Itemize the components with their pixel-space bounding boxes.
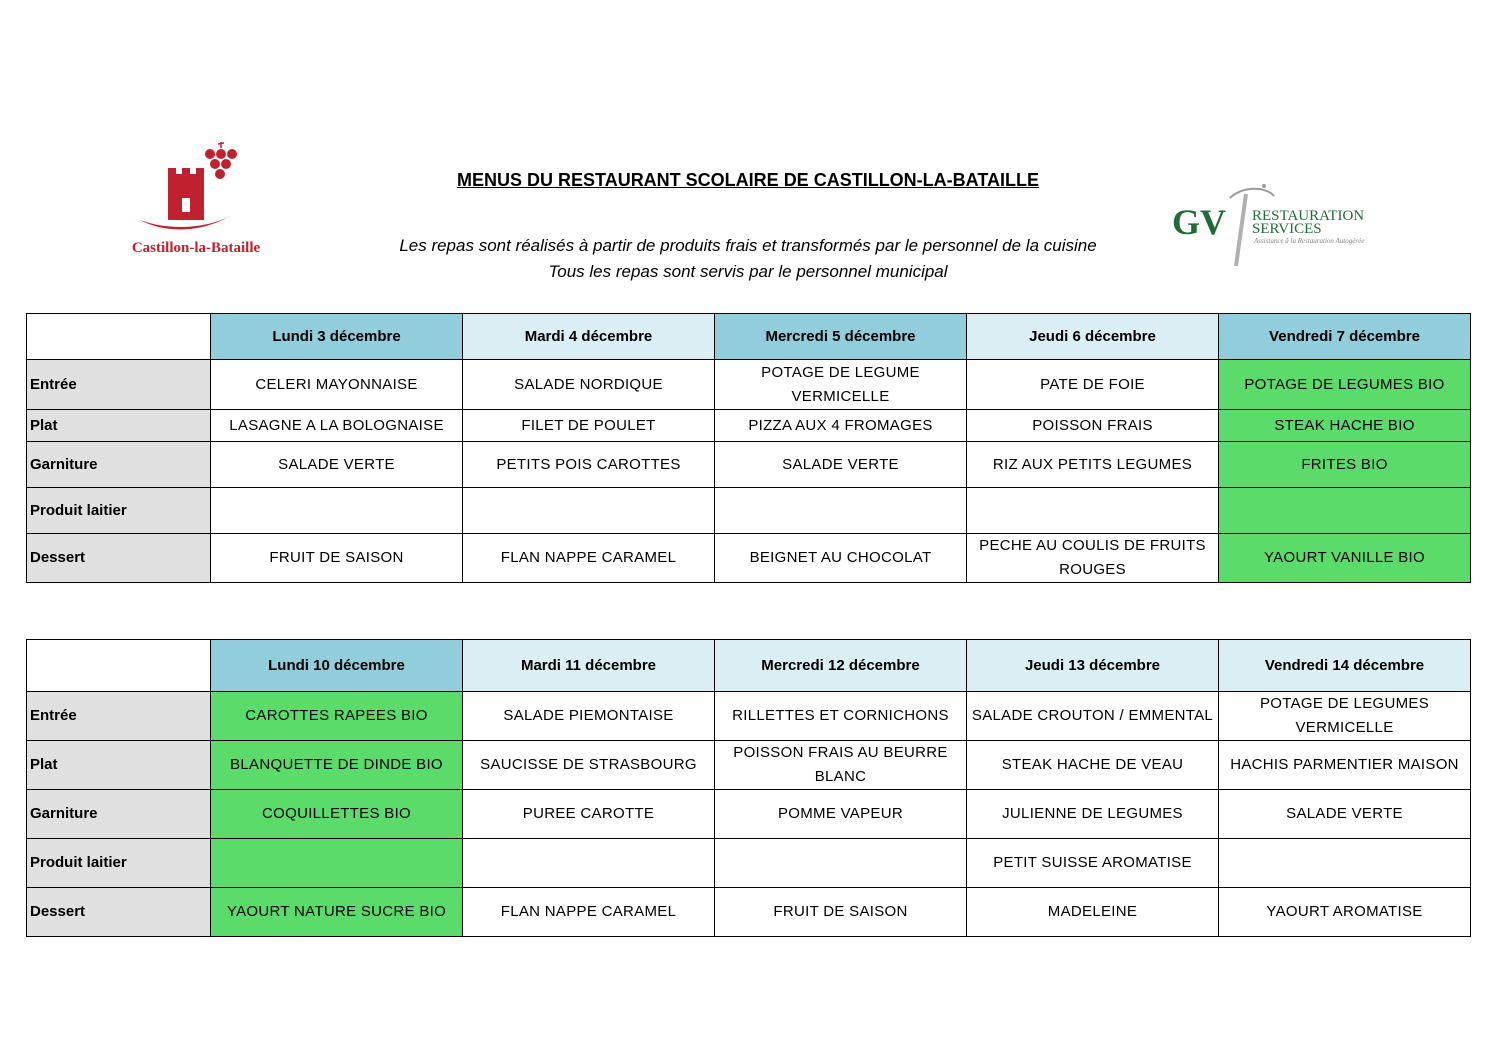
menu-cell: PETIT SUISSE AROMATISE <box>967 839 1219 888</box>
menu-cell: HACHIS PARMENTIER MAISON <box>1219 741 1471 790</box>
table-row <box>27 692 1471 741</box>
row-label: Dessert <box>27 888 211 937</box>
menu-cell: RIZ AUX PETITS LEGUMES <box>967 442 1219 488</box>
town-name: Castillon-la-Bataille <box>131 240 261 256</box>
menu-cell: BLANQUETTE DE DINDE BIO <box>211 741 463 790</box>
day-header: Mardi 11 décembre <box>463 640 715 692</box>
menu-cell: PUREE CAROTTE <box>463 790 715 839</box>
menu-cell: FILET DE POULET <box>463 410 715 442</box>
menu-cell <box>715 488 967 534</box>
row-label: Dessert <box>27 534 211 583</box>
menu-cell: YAOURT AROMATISE <box>1219 888 1471 937</box>
menu-cell: SALADE VERTE <box>1219 790 1471 839</box>
menu-cell: MADELEINE <box>967 888 1219 937</box>
menu-cell <box>211 839 463 888</box>
menu-cell: POISSON FRAIS AU BEURRE BLANC <box>715 741 967 790</box>
table-row <box>27 741 1471 790</box>
menu-cell: SALADE VERTE <box>715 442 967 488</box>
logo-line-2: SERVICES <box>1252 221 1322 237</box>
table-row <box>27 488 1471 534</box>
menu-cell: POTAGE DE LEGUMES BIO <box>1219 360 1471 410</box>
row-label: Produit laitier <box>27 839 211 888</box>
page-title: MENUS DU RESTAURANT SCOLAIRE DE CASTILLON-LA-BATAILLE <box>457 170 1039 190</box>
day-header: Mercredi 5 décembre <box>715 314 967 360</box>
row-label: Garniture <box>27 790 211 839</box>
menu-table-week-2 <box>26 639 1471 937</box>
table-row <box>27 839 1471 888</box>
row-label: Entrée <box>27 692 211 741</box>
row-label: Plat <box>27 741 211 790</box>
corner-cell <box>27 640 211 692</box>
menu-cell: LASAGNE A LA BOLOGNAISE <box>211 410 463 442</box>
menu-cell: FLAN NAPPE CARAMEL <box>463 534 715 583</box>
subtitle-line-2: Tous les repas sont servis par le personnel municipal <box>548 262 948 281</box>
table-header-row <box>27 314 1471 360</box>
day-header: Mardi 4 décembre <box>463 314 715 360</box>
menu-cell <box>211 488 463 534</box>
day-header: Vendredi 7 décembre <box>1219 314 1471 360</box>
corner-cell <box>27 314 211 360</box>
row-label: Produit laitier <box>27 488 211 534</box>
menu-cell: SALADE CROUTON / EMMENTAL <box>967 692 1219 741</box>
gv-restauration-logo-icon <box>1170 180 1410 272</box>
menu-cell: BEIGNET AU CHOCOLAT <box>715 534 967 583</box>
logo-line-1: RESTAURATION <box>1252 208 1365 224</box>
day-header: Jeudi 6 décembre <box>967 314 1219 360</box>
menu-cell: CELERI MAYONNAISE <box>211 360 463 410</box>
day-header: Jeudi 13 décembre <box>967 640 1219 692</box>
menu-cell: SALADE NORDIQUE <box>463 360 715 410</box>
menu-cell: POTAGE DE LEGUME VERMICELLE <box>715 360 967 410</box>
menu-cell: POISSON FRAIS <box>967 410 1219 442</box>
menu-cell: PETITS POIS CAROTTES <box>463 442 715 488</box>
row-label: Entrée <box>27 360 211 410</box>
day-header: Vendredi 14 décembre <box>1219 640 1471 692</box>
menu-cell: STEAK HACHE BIO <box>1219 410 1471 442</box>
menu-cell <box>1219 488 1471 534</box>
logo-initials: GV <box>1172 202 1226 242</box>
menu-table-week-1 <box>26 313 1471 583</box>
day-header: Lundi 3 décembre <box>211 314 463 360</box>
table-row <box>27 442 1471 488</box>
menu-cell: YAOURT NATURE SUCRE BIO <box>211 888 463 937</box>
menu-cell <box>463 488 715 534</box>
menu-cell: SALADE VERTE <box>211 442 463 488</box>
menu-cell: POTAGE DE LEGUMES VERMICELLE <box>1219 692 1471 741</box>
menu-cell: CAROTTES RAPEES BIO <box>211 692 463 741</box>
menu-cell: JULIENNE DE LEGUMES <box>967 790 1219 839</box>
logo-tagline: Assistance à la Restauration Autogérée <box>1254 237 1365 245</box>
row-label: Plat <box>27 410 211 442</box>
table-row <box>27 360 1471 410</box>
table-row <box>27 888 1471 937</box>
menu-cell <box>715 839 967 888</box>
menu-cell <box>1219 839 1471 888</box>
menu-cell: FRUIT DE SAISON <box>211 534 463 583</box>
menu-cell: PATE DE FOIE <box>967 360 1219 410</box>
menu-cell: POMME VAPEUR <box>715 790 967 839</box>
menu-cell <box>967 488 1219 534</box>
menu-cell: FRITES BIO <box>1219 442 1471 488</box>
table-row <box>27 410 1471 442</box>
day-header: Mercredi 12 décembre <box>715 640 967 692</box>
table-header-row <box>27 640 1471 692</box>
table-row <box>27 534 1471 583</box>
subtitle-line-1: Les repas sont réalisés à partir de produits frais et transformés par le personnel de la cuisine <box>399 236 1097 255</box>
menu-cell: PECHE AU COULIS DE FRUITS ROUGES <box>967 534 1219 583</box>
menu-cell: YAOURT VANILLE BIO <box>1219 534 1471 583</box>
day-header: Lundi 10 décembre <box>211 640 463 692</box>
menu-cell: COQUILLETTES BIO <box>211 790 463 839</box>
menu-cell: RILLETTES ET CORNICHONS <box>715 692 967 741</box>
menu-cell: SAUCISSE DE STRASBOURG <box>463 741 715 790</box>
menu-cell: PIZZA AUX 4 FROMAGES <box>715 410 967 442</box>
menu-cell: SALADE PIEMONTAISE <box>463 692 715 741</box>
menu-cell <box>463 839 715 888</box>
castle-grapes-icon <box>138 140 248 240</box>
town-logo <box>96 140 296 260</box>
table-row <box>27 790 1471 839</box>
menu-cell: FLAN NAPPE CARAMEL <box>463 888 715 937</box>
row-label: Garniture <box>27 442 211 488</box>
menu-cell: STEAK HACHE DE VEAU <box>967 741 1219 790</box>
gv-restauration-logo <box>1170 180 1410 272</box>
menu-cell: FRUIT DE SAISON <box>715 888 967 937</box>
